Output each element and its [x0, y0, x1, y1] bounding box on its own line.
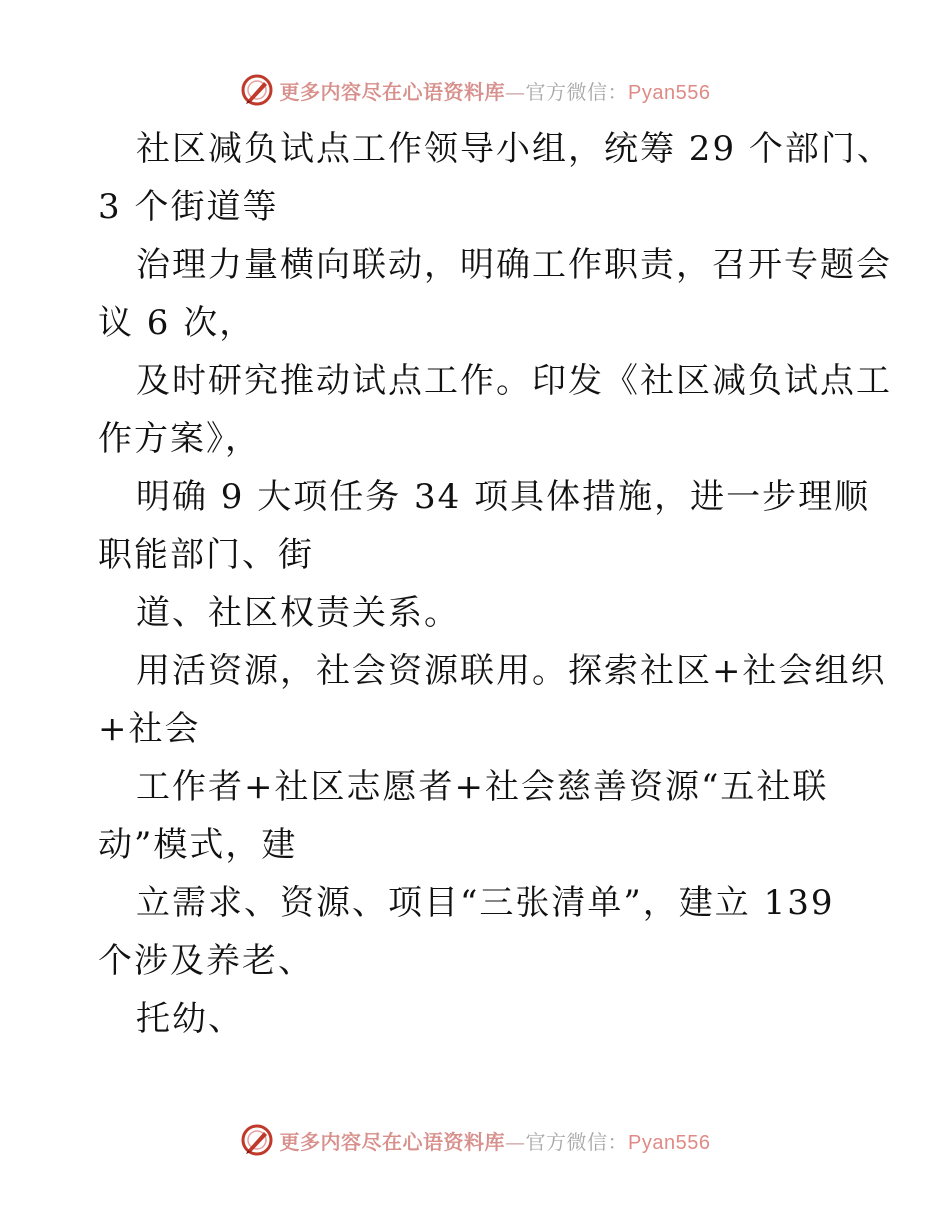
paragraph-line: 及时研究推动试点工作。印发《社区减负试点工	[136, 361, 892, 401]
header-banner	[0, 70, 950, 110]
document-body	[98, 120, 893, 1048]
footer-wechat-id: Pyan556	[628, 1131, 711, 1154]
paragraph-line: 工作者+社区志愿者+社会慈善资源“五社联	[136, 767, 829, 807]
paragraph-line: 道、社区权责关系。	[136, 593, 460, 633]
paragraph-line: 治理力量横向联动，明确工作职责，召开专题会	[136, 245, 892, 285]
footer-banner-text	[280, 1126, 711, 1155]
paragraph-line: 作方案》，	[98, 419, 261, 459]
paragraph-line: 议 6 次，	[98, 303, 256, 343]
header-wechat-label: 官方微信：	[525, 79, 629, 104]
header-tagline: 更多内容尽在心语资料库	[279, 79, 506, 104]
paragraph-line: 明确 9 大项任务 34 项具体措施，进一步理顺	[136, 477, 871, 517]
paragraph-line: 立需求、资源、项目“三张清单”，建立 139	[136, 883, 835, 923]
paragraph-line: 职能部门、街	[98, 535, 314, 575]
paragraph-line: 动”模式，建	[98, 825, 298, 865]
footer-wechat-label: 官方微信：	[525, 1129, 629, 1154]
paragraph-line: 用活资源，社会资源联用。探索社区+社会组织	[136, 651, 887, 691]
paragraph-line: 社区减负试点工作领导小组，统筹 29 个部门、	[136, 129, 893, 169]
paragraph-line: +社会	[98, 709, 201, 749]
paragraph-line: 托幼、	[136, 999, 244, 1039]
paragraph-line: 个涉及养老、	[98, 941, 314, 981]
footer-banner	[0, 1120, 950, 1160]
header-banner-text	[280, 76, 711, 105]
footer-tagline: 更多内容尽在心语资料库	[279, 1129, 506, 1154]
header-wechat-id: Pyan556	[628, 81, 711, 104]
quill-pen-logo-icon	[240, 1123, 274, 1157]
footer-dash: —	[505, 1129, 526, 1154]
paragraph-line: 3 个街道等	[98, 187, 279, 227]
header-dash: —	[505, 79, 526, 104]
quill-pen-logo-icon	[240, 73, 274, 107]
